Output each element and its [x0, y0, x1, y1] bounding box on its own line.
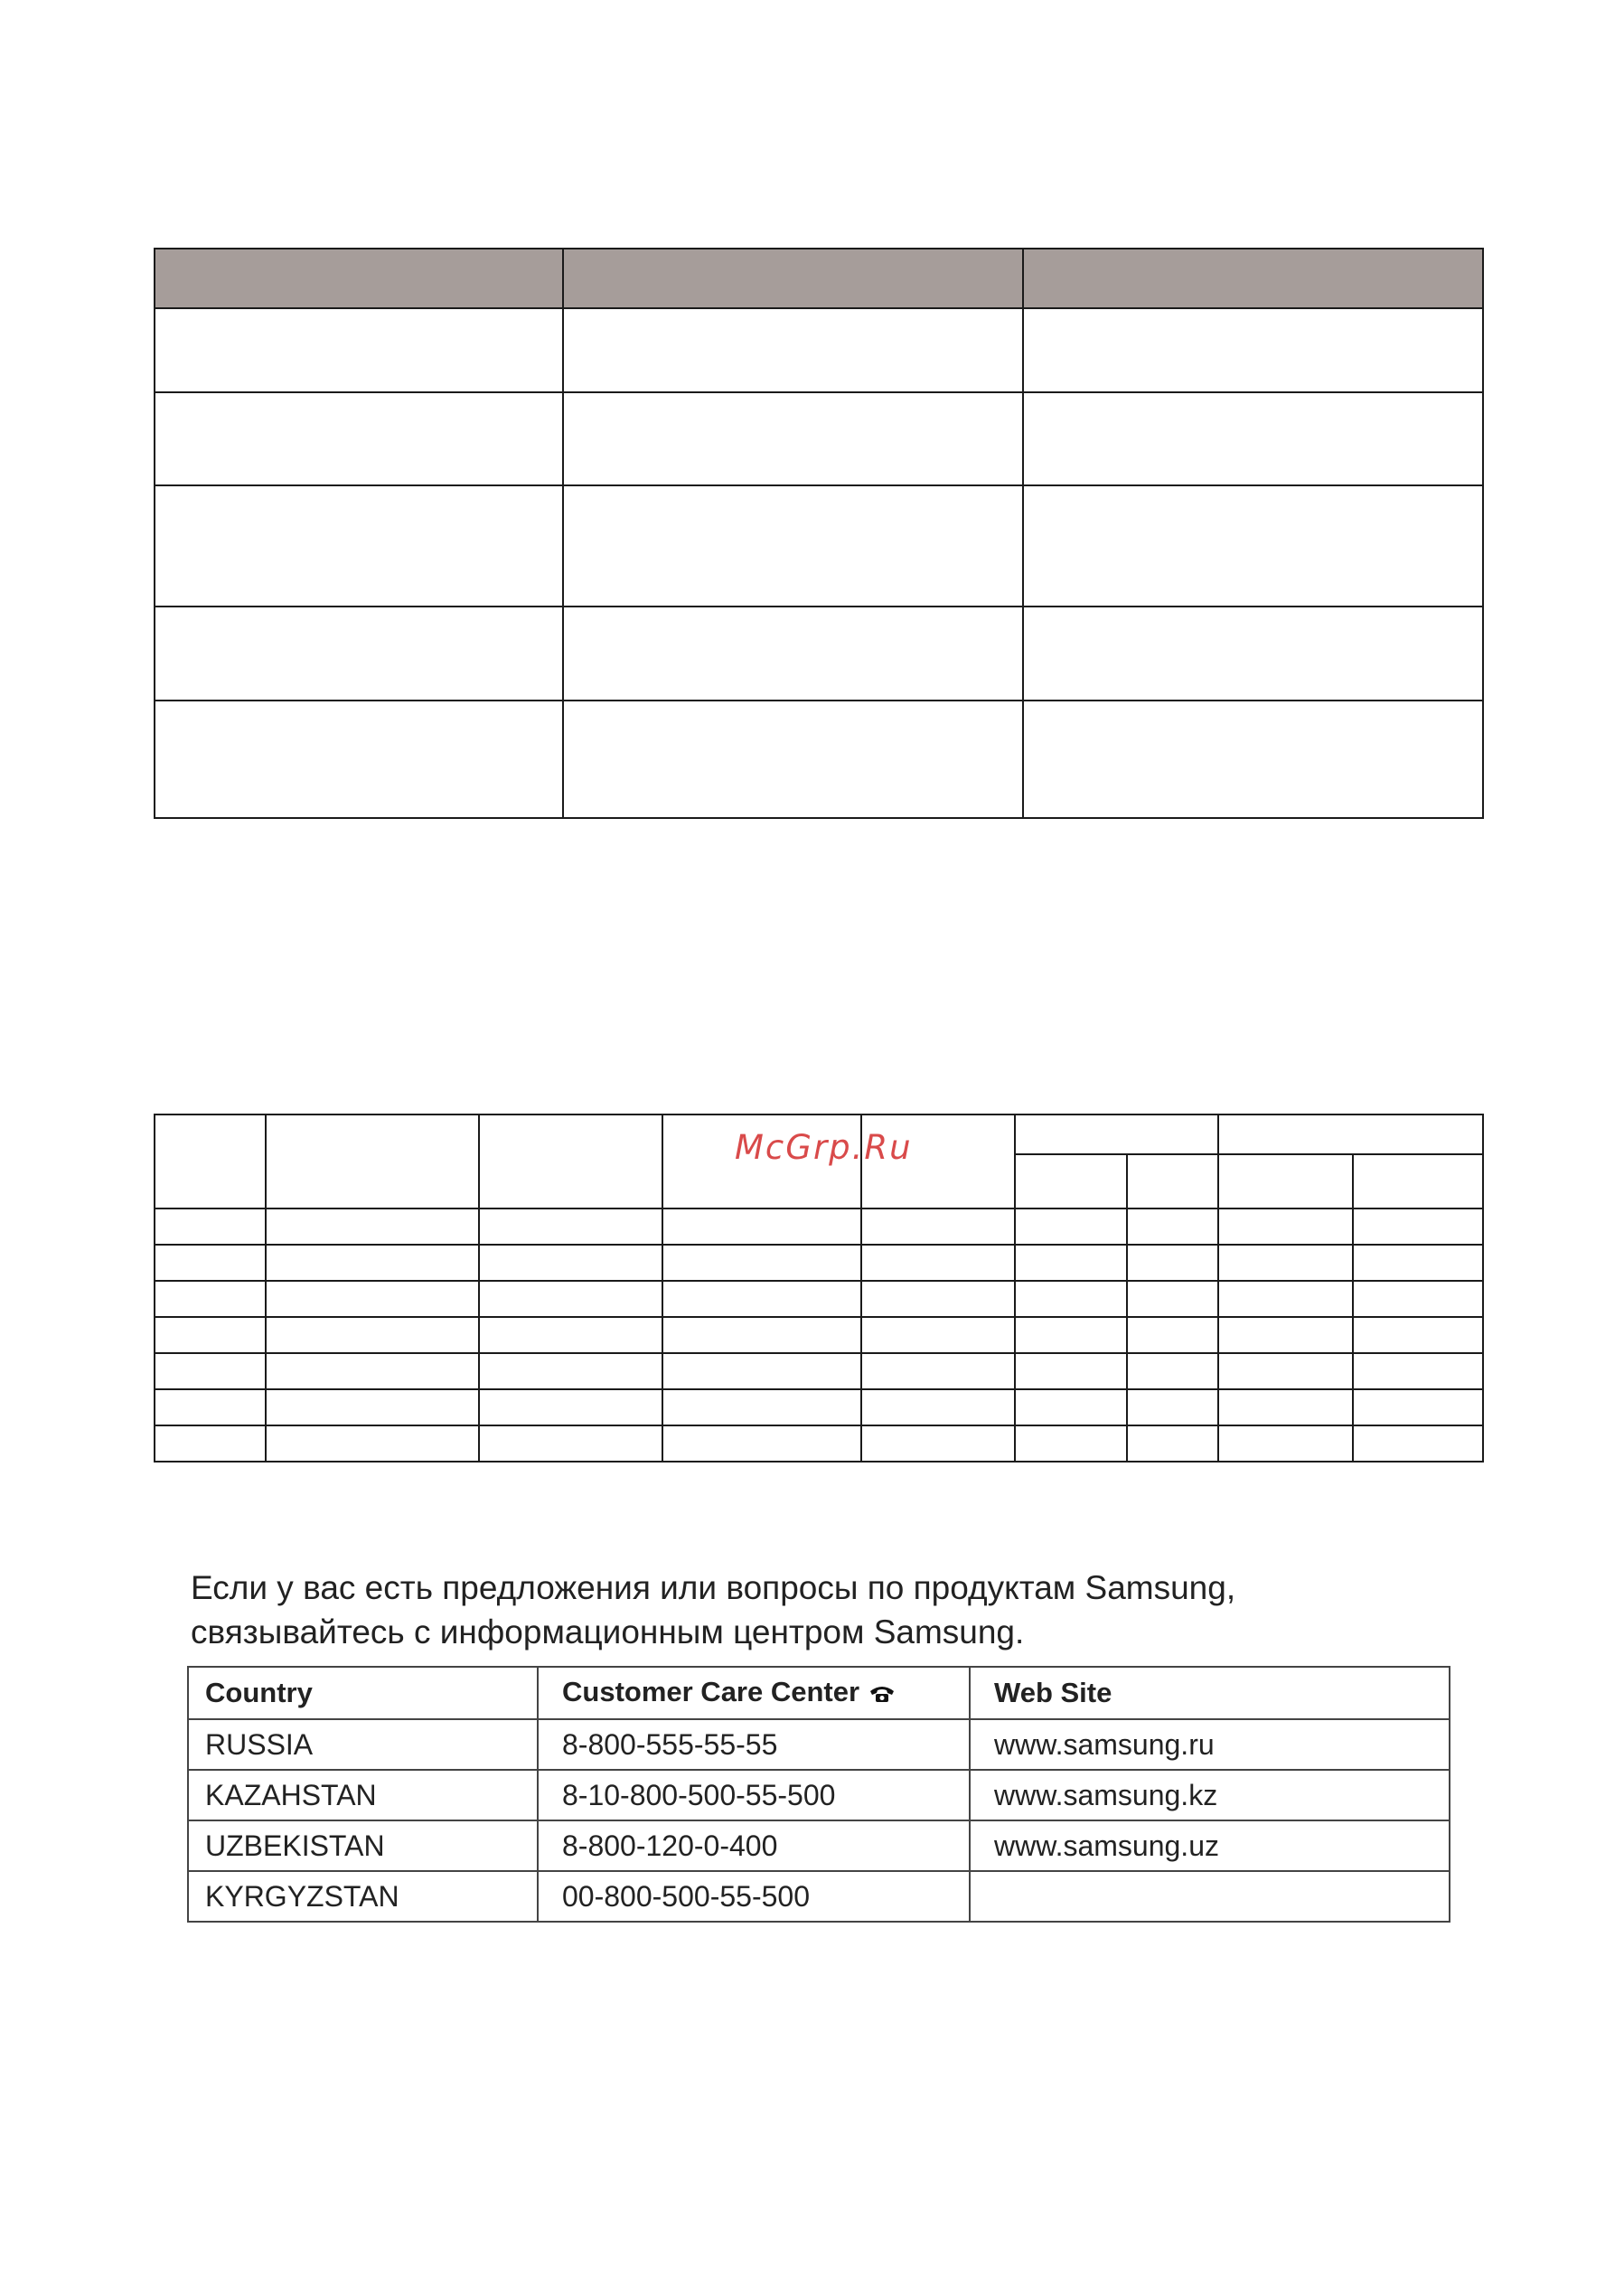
- care-center-header: [538, 1667, 970, 1719]
- country-cell: KAZAHSTAN: [188, 1770, 538, 1820]
- blank-table-top: [154, 248, 1484, 819]
- table-cell: [155, 308, 563, 392]
- phone-number-cell: 8-10-800-500-55-500: [538, 1770, 970, 1820]
- table-cell: [1023, 701, 1483, 818]
- header-cell: [155, 249, 563, 308]
- table-row: [155, 607, 1483, 701]
- website-link[interactable]: www.samsung.ru: [970, 1719, 1450, 1770]
- table-cell: [563, 701, 1023, 818]
- header-cell: [1015, 1154, 1127, 1209]
- table-cell: [563, 308, 1023, 392]
- table-cell: [155, 485, 563, 607]
- table-row: [155, 1425, 1483, 1462]
- table-header-row: [155, 249, 1483, 308]
- header-cell: [266, 1114, 479, 1209]
- header-cell: [1127, 1154, 1218, 1209]
- contact-intro-line-2: связывайтесь с информационным центром Samsung.: [191, 1613, 1025, 1651]
- contact-row-uzbekistan: [188, 1820, 1450, 1871]
- table-row: [155, 1353, 1483, 1389]
- contact-row-kyrgyzstan: [188, 1871, 1450, 1922]
- header-group-cell: [1218, 1114, 1483, 1154]
- website-link[interactable]: www.samsung.kz: [970, 1770, 1450, 1820]
- care-center-header-label: Customer Care Center: [562, 1675, 860, 1707]
- table-cell: [563, 392, 1023, 485]
- table-cell: [1023, 392, 1483, 485]
- customer-care-table: [187, 1666, 1450, 1923]
- phone-icon: [868, 1679, 896, 1711]
- watermark-text: McGrp.Ru: [735, 1128, 913, 1167]
- country-header: Country: [188, 1667, 538, 1719]
- web-site-header: Web Site: [970, 1667, 1450, 1719]
- table-row: [155, 392, 1483, 485]
- header-cell: [563, 249, 1023, 308]
- table-row: [155, 1389, 1483, 1425]
- table-cell: [1023, 308, 1483, 392]
- table-row: [155, 701, 1483, 818]
- contact-row-kazahstan: [188, 1770, 1450, 1820]
- table-row: [155, 1245, 1483, 1281]
- country-cell: UZBEKISTAN: [188, 1820, 538, 1871]
- table-row: [155, 308, 1483, 392]
- header-group-cell: [1015, 1114, 1218, 1154]
- contact-intro-line-1: Если у вас есть предложения или вопросы по продуктам Samsung,: [191, 1569, 1236, 1606]
- phone-number-cell: 8-800-555-55-55: [538, 1719, 970, 1770]
- phone-number-cell: 8-800-120-0-400: [538, 1820, 970, 1871]
- header-cell: [1218, 1154, 1353, 1209]
- contact-row-russia: [188, 1719, 1450, 1770]
- table-cell: [155, 607, 563, 701]
- table-row: [155, 1281, 1483, 1317]
- country-cell: KYRGYZSTAN: [188, 1871, 538, 1922]
- table-row: [155, 1209, 1483, 1245]
- table-row: [155, 1317, 1483, 1353]
- header-cell: [479, 1114, 662, 1209]
- country-cell: RUSSIA: [188, 1719, 538, 1770]
- phone-number-cell: 00-800-500-55-500: [538, 1871, 970, 1922]
- table-row: [155, 485, 1483, 607]
- website-cell-empty: [970, 1871, 1450, 1922]
- table-cell: [563, 485, 1023, 607]
- table-cell: [563, 607, 1023, 701]
- contact-table-header-row: [188, 1667, 1450, 1719]
- table-cell: [1023, 607, 1483, 701]
- table-cell: [1023, 485, 1483, 607]
- header-cell: [1353, 1154, 1483, 1209]
- header-cell: [1023, 249, 1483, 308]
- website-link[interactable]: www.samsung.uz: [970, 1820, 1450, 1871]
- header-cell: [155, 1114, 266, 1209]
- table-cell: [155, 392, 563, 485]
- table-cell: [155, 701, 563, 818]
